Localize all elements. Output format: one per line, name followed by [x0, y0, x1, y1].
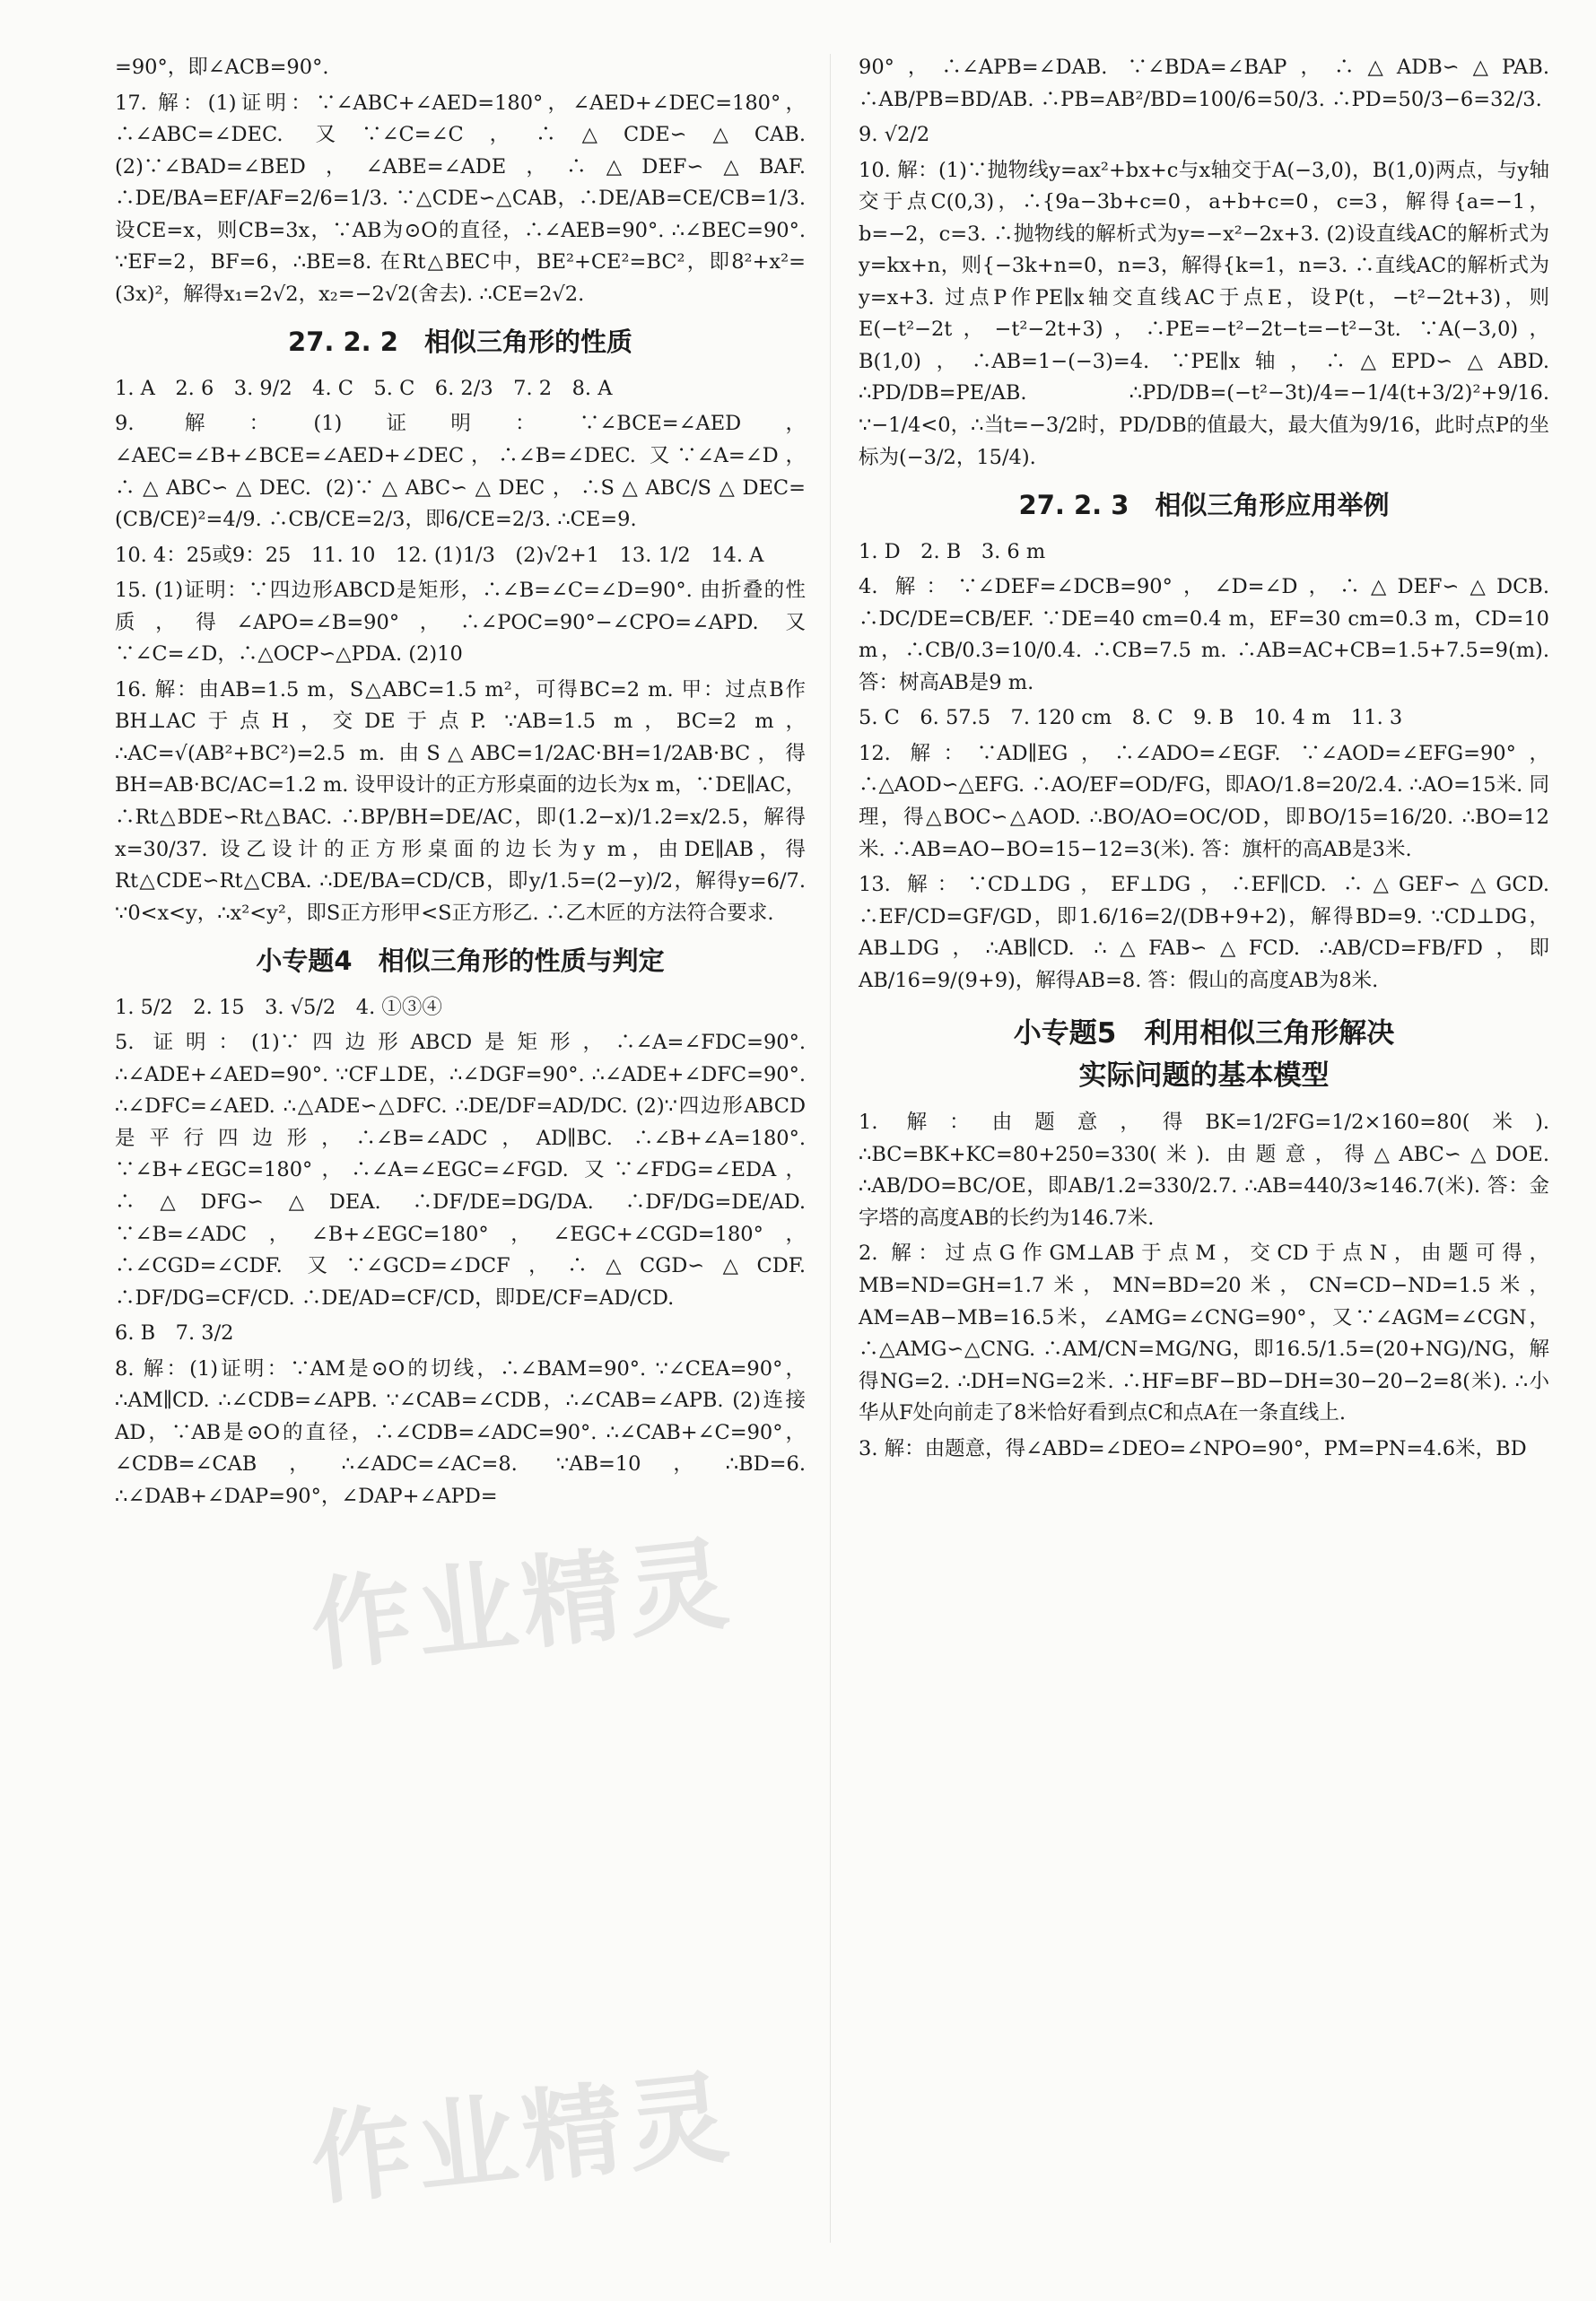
column-divider [830, 54, 831, 2243]
left-column [115, 52, 806, 1516]
section-heading: 小专题4 相似三角形的性质与判定 [256, 946, 665, 977]
answer-text: =90°，即∠ACB=90°. [115, 56, 329, 79]
answer-text: 8. 解：(1)证明：∵AM是⊙O的切线，∴∠BAM=90°. ∵∠CEA=90°，∴AM∥CD. ∴∠CDB=∠APB. ∵∠CAB=∠CDB，∴∠CAB=∠APB. (2)连接AD，∵AB是⊙O的直径，∴∠CDB=∠ADC=90°. ∴∠CAB+∠C=90°，∠CDB=∠CAB，∴∠ADC=∠AC=8. ∵AB=10，∴BD=6. ∴∠DAB+∠DAP=90°，∠DAP+∠APD= [115, 1356, 806, 1508]
answer-text: 3. 解：由题意，得∠ABD=∠DEO=∠NPO=90°，PM=PN=4.6米，BD [859, 1436, 1527, 1460]
answer-text: 10. 解：(1)∵抛物线y=ax²+bx+c与x轴交于A(−3,0)，B(1,0)两点，与y轴交于点C(0,3)，∴{9a−3b+c=0，a+b+c=0，c=3，解得{a=−1，b=−2，c=3. ∴抛物线的解析式为y=−x²−2x+3. (2)设直线AC的解析式为y=kx+n，则{−3k+n=0，n=3，解得{k=1，n=3. ∴直线AC的解析式为y=x+3. 过点P作PE∥x轴交直线AC于点E，设P(t，−t²−2t+3)，则E(−t²−2t，−t²−2t+3)，∴PE=−t²−2t−t=−t²−3t. ∵A(−3,0)，B(1,0)，∴AB=1−(−3)=4. ∵PE∥x轴，∴△EPD∽△ABD. ∴PD/DB=PE/AB. ∴PD/DB=(−t²−3t)/4=−1/4(t+3/2)²+9/16. ∵−1/4<0，∴当t=−3/2时，PD/DB的值最大，最大值为9/16，此时点P的坐标为(−3/2，15/4). [859, 158, 1549, 469]
answer-text: 5. C 6. 57.5 7. 120 cm 8. C 9. B 10. 4 m 11. 3 [859, 706, 1403, 730]
section-heading: 27. 2. 3 相似三角形应用举例 [1018, 490, 1390, 521]
answer-text: 17. 解：(1)证明：∵∠ABC+∠AED=180°，∠AED+∠DEC=180°，∴∠ABC=∠DEC. 又∵∠C=∠C，∴△CDE∽△CAB. (2)∵∠BAD=∠BED，∠ABE=∠ADE，∴△DEF∽△BAF. ∴DE/BA=EF/AF=2/6=1/3. ∵△CDE∽△CAB，∴DE/AB=CE/CB=1/3. 设CE=x，则CB=3x，∵AB为⊙O的直径，∴∠AEB=90°. ∴∠BEC=90°. ∵EF=2，BF=6，∴BE=8. 在Rt△BEC中，BE²+CE²=BC²，即8²+x²=(3x)²，解得x₁=2√2，x₂=−2√2(舍去). ∴CE=2√2. [115, 91, 806, 306]
answer-text: 90°，∴∠APB=∠DAB. ∵∠BDA=∠BAP，∴△ADB∽△PAB. ∴AB/PB=BD/AB. ∴PB=AB²/BD=100/6=50/3. ∴PD=50/3−6=32/3. [859, 56, 1549, 111]
answer-text: 9. 解：(1)证明：∵∠BCE=∠AED，∠AEC=∠B+∠BCE=∠AED+∠DEC，∴∠B=∠DEC. 又∵∠A=∠D，∴△ABC∽△DEC. (2)∵△ABC∽△DEC，∴S△ABC/S△DEC=(CB/CE)²=4/9. ∴CB/CE=2/3，即6/CE=2/3. ∴CE=9. [115, 412, 806, 532]
answer-text: 5. 证明：(1)∵四边形ABCD是矩形，∴∠A=∠FDC=90°. ∴∠ADE+∠AED=90°. ∵CF⊥DE，∴∠DGF=90°. ∴∠ADE+∠DFC=90°. ∴∠DFC=∠AED. ∴△ADE∽△DFC. ∴DE/DF=AD/DC. (2)∵四边形ABCD是平行四边形，∴∠B=∠ADC，AD∥BC. ∴∠B+∠A=180°. ∵∠B+∠EGC=180°，∴∠A=∠EGC=∠FGD. 又∵∠FDG=∠EDA，∴△DFG∽△DEA. ∴DF/DE=DG/DA. ∴DF/DG=DE/AD. ∵∠B=∠ADC，∠B+∠EGC=180°，∠EGC+∠CGD=180°，∴∠CGD=∠CDF. 又∵∠GCD=∠DCF，∴△CGD∽△CDF. ∴DF/DG=CF/CD. ∴DE/AD=CF/CD，即DE/CF=AD/CD. [115, 1031, 806, 1310]
watermark-bottom: 作业精灵 [305, 2059, 739, 2220]
answer-text: 1. 5/2 2. 15 3. √5/2 4. ①③④ [115, 995, 442, 1019]
section-heading: 小专题5 利用相似三角形解决 [1013, 1017, 1395, 1050]
answer-text: 6. B 7. 3/2 [115, 1321, 234, 1346]
answer-text: 1. 解：由题意，得BK=1/2FG=1/2×160=80(米). ∴BC=BK+KC=80+250=330(米). 由题意，得△ABC∽△DOE. ∴AB/DO=BC/OE，即AB/1.2=330/2.7. ∴AB=440/3≈146.7(米). 答：金字塔的高度AB的长约为146.7米. [859, 1111, 1549, 1230]
answer-text: 13. 解：∵CD⊥DG，EF⊥DG，∴EF∥CD. ∴△GEF∽△GCD. ∴EF/CD=GF/GD，即1.6/16=2/(DB+9+2)，解得BD=9. ∵CD⊥DG，AB⊥DG，∴AB∥CD. ∴△FAB∽△FCD. ∴AB/CD=FB/FD，即AB/16=9/(9+9)，解得AB=8. 答：假山的高度AB为8米. [859, 873, 1549, 992]
answer-text: 9. √2/2 [859, 123, 930, 147]
right-column [859, 52, 1549, 1469]
answer-text: 1. A 2. 6 3. 9/2 4. C 5. C 6. 2/3 7. 2 8. A [115, 376, 613, 400]
section-heading: 27. 2. 2 相似三角形的性质 [288, 327, 632, 358]
answer-text: 15. (1)证明：∵四边形ABCD是矩形，∴∠B=∠C=∠D=90°. 由折叠的性质，得∠APO=∠B=90°，∴∠POC=90°−∠CPO=∠APD. 又∵∠C=∠D，∴△OCP∽△PDA. (2)10 [115, 579, 806, 667]
answer-text: 12. 解：∵AD∥EG，∴∠ADO=∠EGF. ∵∠AOD=∠EFG=90°，∴△AOD∽△EFG. ∴AO/EF=OD/FG，即AO/1.8=20/2.4. ∴AO=15米. 同理，得△BOC∽△AOD. ∴BO/AO=OC/OD，即BO/15=16/20. ∴BO=12米. ∴AB=AO−BO=15−12=3(米). 答：旗杆的高AB是3米. [859, 741, 1549, 861]
answer-text: 1. D 2. B 3. 6 m [859, 539, 1046, 563]
answer-text: 16. 解：由AB=1.5 m，S△ABC=1.5 m²，可得BC=2 m. 甲：过点B作BH⊥AC于点H，交DE于点P. ∵AB=1.5 m，BC=2 m，∴AC=√(AB²+BC²)=2.5 m. 由S△ABC=1/2AC·BH=1/2AB·BC，得BH=AB·BC/AC=1.2 m. 设甲设计的正方形桌面的边长为x m，∵DE∥AC，∴Rt△BDE∽Rt△BAC. ∴BP/BH=DE/AC，即(1.2−x)/1.2=x/2.5，解得x=30/37. 设乙设计的正方形桌面的边长为y m，由DE∥AB，得Rt△CDE∽Rt△CBA. ∴DE/BA=CD/CB，即y/1.5=(2−y)/2，解得y=6/7. ∵0<x<y，∴x²<y²，即S正方形甲<S正方形乙. ∴乙木匠的方法符合要求. [115, 677, 806, 925]
section-heading: 实际问题的基本模型 [1078, 1059, 1330, 1092]
watermark-top: 作业精灵 [305, 1525, 739, 1687]
answer-text: 2. 解：过点G作GM⊥AB于点M，交CD于点N，由题可得，MB=ND=GH=1.7米，MN=BD=20米，CN=CD−ND=1.5米，AM=AB−MB=16.5米，∠AMG=∠CNG=90°，又∵∠AGM=∠CGN，∴△AMG∽△CNG. ∴AM/CN=MG/NG，即16.5/1.5=(20+NG)/NG，解得NG=2. ∴DH=NG=2米. ∴HF=BF−BD−DH=30−20−2=8(米). ∴小华从F处向前走了8米恰好看到点C和点A在一条直线上. [859, 1242, 1549, 1425]
answer-text: 4. 解：∵∠DEF=∠DCB=90°，∠D=∠D，∴△DEF∽△DCB. ∴DC/DE=CB/EF. ∵DE=40 cm=0.4 m，EF=30 cm=0.3 m，CD=10 m，∴CB/0.3=10/0.4. ∴CB=7.5 m. ∴AB=AC+CB=1.5+7.5=9(m). 答：树高AB是9 m. [859, 575, 1549, 694]
answer-text: 10. 4：25或9：25 11. 10 12. (1)1/3 (2)√2+1 13. 1/2 14. A [115, 543, 764, 567]
